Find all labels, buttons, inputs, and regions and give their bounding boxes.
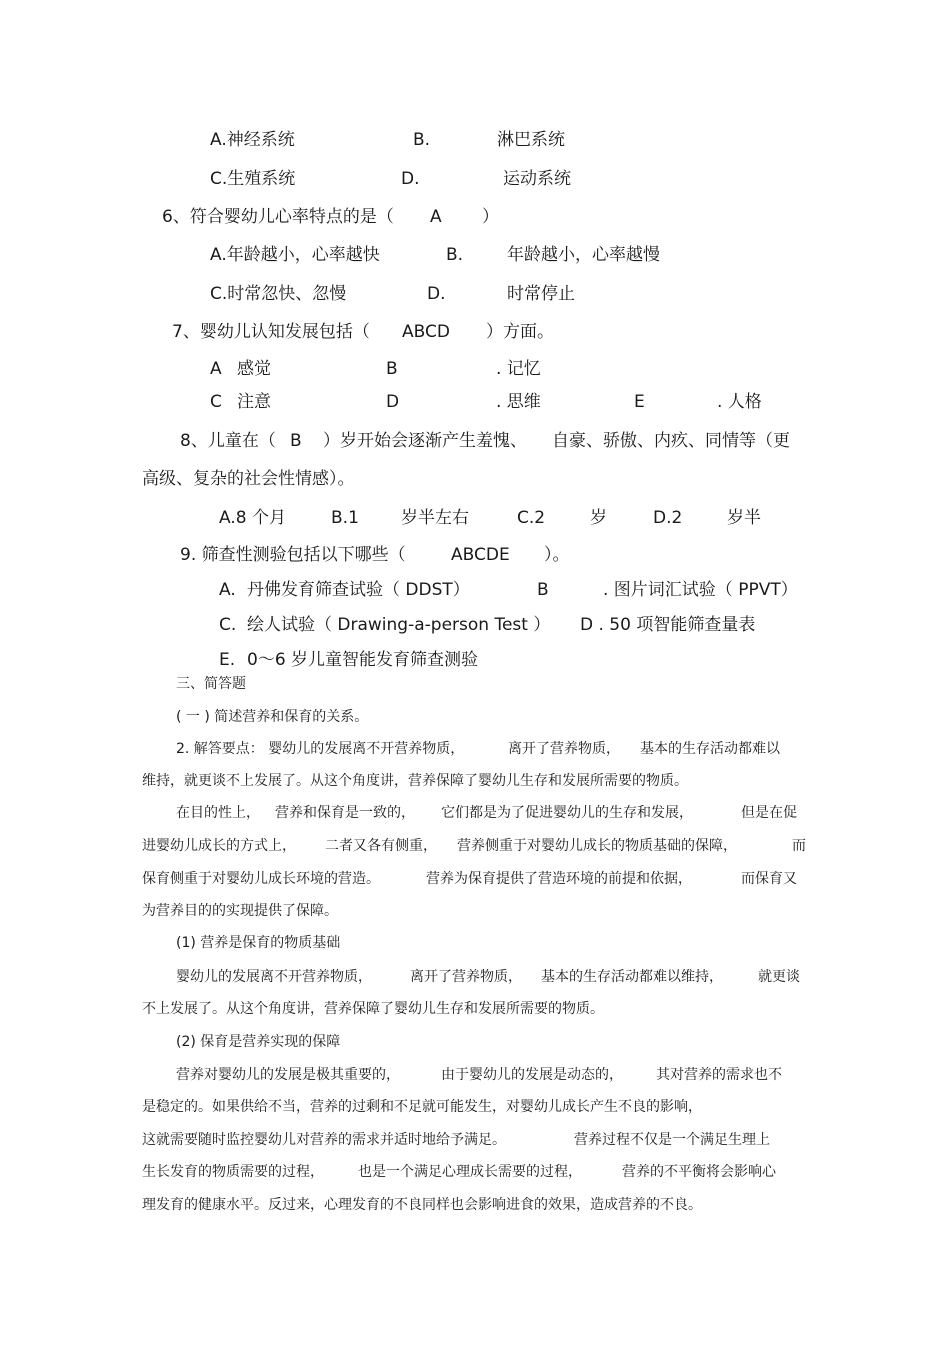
q9-option-a: 丹佛发育筛查试验（ DDST） xyxy=(247,580,470,600)
q7-option-b: . 记忆 xyxy=(496,359,541,379)
q6-option-b: 年龄越小，心率越慢 xyxy=(507,245,660,265)
q6-answer: A xyxy=(430,207,442,227)
q8-option-b: 岁半左右 xyxy=(401,508,469,528)
answer-p2-l3-seg2: 营养为保育提供了营造环境的前提和依据， xyxy=(426,871,692,887)
answer-p1-seg3: 基本的生存活动都难以 xyxy=(640,741,780,757)
q9-option-b: . 图片词汇试验（ PPVT） xyxy=(603,580,798,600)
answer-p2-l1-seg1: 在目的性上， xyxy=(176,805,260,821)
q7-stem: 7、婴幼儿认知发展包括（ xyxy=(172,322,370,342)
q9-option-c: 绘人试验（ Drawing-a-person Test ） xyxy=(247,615,551,635)
q7-option-b-letter: B xyxy=(386,359,398,379)
q5-option-d-letter: D. xyxy=(401,169,420,189)
q9-close: ）。 xyxy=(544,545,570,565)
q7-close: ）方面。 xyxy=(486,322,554,342)
q9-option-b-letter: B xyxy=(537,580,549,600)
q9-option-a-letter: A. xyxy=(219,580,236,600)
answer-p4-line5: 理发育的健康水平。反过来，心理发育的不良同样也会影响进食的效果，造成营养的不良。 xyxy=(142,1197,702,1213)
q8-option-d: 岁半 xyxy=(727,508,761,528)
answer-p4-l3-seg2: 营养过程不仅是一个满足生理上 xyxy=(574,1132,770,1148)
q5-option-a: A.神经系统 xyxy=(210,130,295,150)
q8-option-b-letter: B.1 xyxy=(331,508,359,528)
q6-stem: 6、符合婴幼儿心率特点的是（ xyxy=(162,207,394,227)
answer-p4-l4-seg1: 生长发育的物质需要的过程， xyxy=(142,1164,324,1180)
q8-option-c: 岁 xyxy=(590,508,607,528)
answer-p4-line2: 是稳定的。如果供给不当，营养的过剩和不足就可能发生，对婴幼儿成长产生不良的影响， xyxy=(142,1099,702,1115)
answer-p4-l4-seg3: 营养的不平衡将会影响心 xyxy=(622,1164,776,1180)
q8-option-c-letter: C.2 xyxy=(517,508,546,528)
q8-stem-end: 自豪、骄傲、内疚、同情等（更 xyxy=(552,431,790,451)
q5-option-b-letter: B. xyxy=(413,130,431,150)
q7-option-c-letter: C xyxy=(210,392,222,412)
answer-p2-l2-seg4: 而 xyxy=(792,838,806,854)
answer-heading-1: (1) 营养是保育的物质基础 xyxy=(176,935,341,951)
answer-p4-l4-seg2: 也是一个满足心理成长需要的过程， xyxy=(358,1164,582,1180)
answer-p3-line2: 不上发展了。从这个角度讲，营养保障了婴幼儿生存和发展所需要的物质。 xyxy=(142,1001,604,1017)
q7-option-d: . 思维 xyxy=(496,392,541,412)
q7-option-d-letter: D xyxy=(386,392,400,412)
q7-option-e-letter: E xyxy=(634,392,645,412)
answer-p4-l1-seg1: 营养对婴幼儿的发展是极其重要的， xyxy=(176,1067,400,1083)
answer-heading-2: (2) 保育是营养实现的保障 xyxy=(176,1034,341,1050)
section-3-question-1: ( 一 ) 简述营养和保育的关系。 xyxy=(176,709,369,725)
q8-stem-start: 8、儿童在（ xyxy=(180,431,276,451)
section-3-title: 三、简答题 xyxy=(176,676,246,692)
q9-option-e: 0～6 岁儿童智能发育筛查测验 xyxy=(247,650,479,670)
answer-p1-seg2: 离开了营养物质， xyxy=(508,741,620,757)
answer-p1-seg1: 2. 解答要点： 婴幼儿的发展离不开营养物质， xyxy=(176,741,465,757)
q9-option-c-letter: C. xyxy=(219,615,237,635)
answer-p4-l1-seg3: 其对营养的需求也不 xyxy=(656,1067,782,1083)
answer-p3-l1-seg1: 婴幼儿的发展离不开营养物质， xyxy=(176,969,372,985)
q7-option-a: 感觉 xyxy=(237,359,271,379)
answer-p3-l1-seg2: 离开了营养物质， xyxy=(410,969,522,985)
answer-p2-l3-seg3: 而保育又 xyxy=(741,871,797,887)
q7-option-e: . 人格 xyxy=(717,392,762,412)
answer-p2-l2-seg2: 二者又各有侧重， xyxy=(325,838,437,854)
q5-option-d: 运动系统 xyxy=(503,169,571,189)
q6-option-b-letter: B. xyxy=(446,245,464,265)
q9-stem: 9. 筛查性测验包括以下哪些（ xyxy=(180,545,406,565)
answer-p2-l1-seg2: 营养和保育是一致的， xyxy=(275,805,415,821)
answer-p2-l3-seg1: 保育侧重于对婴幼儿成长环境的营造。 xyxy=(142,871,380,887)
q7-answer: ABCD xyxy=(402,322,450,342)
q8-stem-middle: ）岁开始会逐渐产生羞愧、 xyxy=(323,431,527,451)
answer-p2-line4: 为营养目的的实现提供了保障。 xyxy=(142,903,338,919)
q8-option-d-letter: D.2 xyxy=(653,508,683,528)
q6-option-a: A.年龄越小，心率越快 xyxy=(210,245,380,265)
q8-stem-line2: 高级、复杂的社会性情感）。 xyxy=(142,469,355,489)
answer-p3-l1-seg3: 基本的生存活动都难以维持， xyxy=(541,969,723,985)
q6-option-c: C.时常忽快、忽慢 xyxy=(210,284,347,304)
q5-option-c: C.生殖系统 xyxy=(210,169,296,189)
q7-option-a-letter: A xyxy=(210,359,222,379)
answer-p2-l1-seg4: 但是在促 xyxy=(741,805,797,821)
q8-answer: B xyxy=(290,431,302,451)
answer-p1-line2: 维持，就更谈不上发展了。从这个角度讲，营养保障了婴幼儿生存和发展所需要的物质。 xyxy=(142,773,688,789)
answer-p2-l2-seg3: 营养侧重于对婴幼儿成长的物质基础的保障， xyxy=(457,838,737,854)
answer-p2-l2-seg1: 进婴幼儿成长的方式上， xyxy=(142,838,296,854)
q6-close: ） xyxy=(482,207,499,227)
q7-option-c: 注意 xyxy=(237,392,271,412)
answer-p2-l1-seg3: 它们都是为了促进婴幼儿的生存和发展， xyxy=(441,805,693,821)
q5-option-b: 淋巴系统 xyxy=(497,130,565,150)
q9-option-e-letter: E. xyxy=(219,650,236,670)
q9-option-d: D . 50 项智能筛查量表 xyxy=(580,615,756,635)
q9-answer: ABCDE xyxy=(451,545,510,565)
q6-option-d-letter: D. xyxy=(427,284,446,304)
answer-p4-l1-seg2: 由于婴幼儿的发展是动态的， xyxy=(441,1067,623,1083)
q6-option-d: 时常停止 xyxy=(507,284,575,304)
q8-option-a: A.8 个月 xyxy=(219,508,286,528)
answer-p3-l1-seg4: 就更谈 xyxy=(758,969,800,985)
answer-p4-l3-seg1: 这就需要随时监控婴幼儿对营养的需求并适时地给予满足。 xyxy=(142,1132,506,1148)
